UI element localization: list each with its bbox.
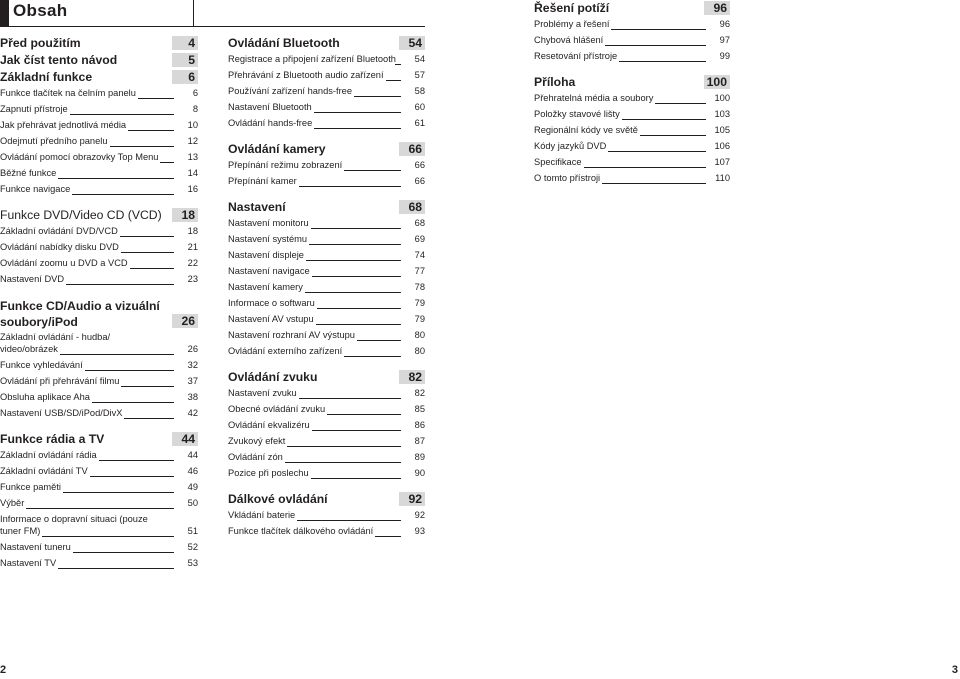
leader-line [314,128,401,129]
leader-line [354,96,401,97]
entry-title: Ovládání zoomu u DVD a VCD [0,258,128,268]
toc-entry[interactable] [0,150,198,166]
toc-entry[interactable] [534,17,730,33]
toc-section-heading[interactable] [228,369,425,386]
section-title: Ovládání kamery [228,142,326,156]
toc-section-heading[interactable] [228,35,425,52]
entry-page-number: 53 [187,558,198,568]
section-title: Ovládání zvuku [228,370,318,384]
entry-title: Výběr [0,498,25,508]
leader-line [327,414,401,415]
entry-title: Funkce paměti [0,482,61,492]
toc-entry[interactable] [228,280,425,296]
leader-line [386,80,401,81]
entry-title: Specifikace [534,157,582,167]
entry-page-number: 92 [414,510,425,520]
leader-line [124,418,174,419]
entry-page-number: 89 [414,452,425,462]
toc-entry[interactable] [0,512,198,540]
leader-line [160,162,174,163]
toc-entry[interactable] [228,264,425,280]
entry-title: Ovládání ekvalizéru [228,420,310,430]
toc-column-2 [228,35,425,540]
entry-page-number: 85 [414,404,425,414]
section-title: Před použitím [0,36,81,50]
entry-page-number: 58 [414,86,425,96]
section-title: Funkce DVD/Video CD (VCD) [0,208,162,222]
entry-page-number: 51 [187,526,198,536]
entry-title: Přehratelná média a soubory [534,93,654,103]
entry-page-number: 8 [192,104,198,114]
title-rule [193,26,425,27]
toc-entry[interactable] [0,134,198,150]
leader-line [99,460,174,461]
section-page-number: 82 [399,370,425,384]
entry-title: Nastavení Bluetooth [228,102,312,112]
entry-title: Nastavení systému [228,234,308,244]
section-title: Řešení potíží [534,1,610,15]
toc-entry[interactable] [228,296,425,312]
toc-entry[interactable] [228,52,425,68]
entry-title: Nastavení USB/SD/iPod/DivX [0,408,123,418]
entry-page-number: 54 [414,54,425,64]
leader-line [299,398,401,399]
toc-entry[interactable] [228,312,425,328]
entry-page-number: 10 [187,120,198,130]
entry-page-number: 107 [714,157,730,167]
entry-page-number: 66 [414,160,425,170]
entry-title: Obecné ovládání zvuku [228,404,326,414]
toc-entry[interactable] [0,224,198,240]
toc-entry[interactable] [534,139,730,155]
entry-title: Jak přehrávat jednotlivá média [0,120,127,130]
entry-page-number: 44 [187,450,198,460]
entry-page-number: 12 [187,136,198,146]
toc-section-heading[interactable] [0,69,198,86]
section-gap [534,65,730,74]
entry-page-number: 14 [187,168,198,178]
entry-title: Základní ovládání - hudba/ video/obrázek [0,332,111,354]
title-accent-bar [0,0,9,27]
section-page-number: 26 [172,314,198,328]
leader-line [611,29,706,30]
entry-title: Ovládání nabídky disku DVD [0,242,119,252]
leader-line [299,186,401,187]
leader-line [344,170,401,171]
entry-title: Nastavení tuneru [0,542,71,552]
entry-page-number: 106 [714,141,730,151]
section-title: Funkce rádia a TV [0,432,105,446]
toc-section-heading[interactable] [0,207,198,224]
entry-title: Nastavení TV [0,558,57,568]
leader-line [314,112,401,113]
leader-line [66,284,174,285]
section-gap [0,198,198,207]
entry-title: Nastavení AV vstupu [228,314,314,324]
toc-entry[interactable] [228,248,425,264]
leader-line [306,260,401,261]
entry-page-number: 77 [414,266,425,276]
toc-section-heading[interactable] [0,431,198,448]
entry-page-number: 68 [414,218,425,228]
entry-page-number: 86 [414,420,425,430]
toc-entry[interactable] [0,256,198,272]
leader-line [312,276,401,277]
section-title: Ovládání Bluetooth [228,36,340,50]
toc-entry[interactable] [0,330,198,358]
entry-page-number: 78 [414,282,425,292]
section-page-number: 18 [172,208,198,222]
toc-entry[interactable] [228,84,425,100]
entry-page-number: 110 [715,173,730,183]
leader-line [58,568,174,569]
toc-entry[interactable] [0,390,198,406]
entry-title: Obsluha aplikace Aha [0,392,90,402]
entry-title: Resetování přístroje [534,51,618,61]
toc-entry[interactable] [534,107,730,123]
leader-line [602,183,706,184]
leader-line [605,45,706,46]
toc-entry[interactable] [228,434,425,450]
entry-title: Nastavení navigace [228,266,310,276]
leader-line [110,146,174,147]
entry-page-number: 80 [414,346,425,356]
entry-title: Funkce vyhledávání [0,360,83,370]
toc-entry[interactable] [228,402,425,418]
leader-line [309,244,401,245]
section-page-number: 44 [172,432,198,446]
leader-line [317,308,401,309]
entry-title: Problémy a řešení [534,19,610,29]
entry-page-number: 90 [414,468,425,478]
toc-entry[interactable] [228,508,425,524]
leader-line [121,386,174,387]
section-title: Dálkové ovládání [228,492,328,506]
entry-page-number: 100 [714,93,730,103]
entry-page-number: 16 [187,184,198,194]
toc-entry[interactable] [0,240,198,256]
section-gap [228,190,425,199]
toc-entry[interactable] [228,418,425,434]
leader-line [26,508,174,509]
leader-line [70,114,174,115]
toc-entry[interactable] [0,272,198,288]
toc-entry[interactable] [0,374,198,390]
leader-line [90,476,174,477]
toc-entry[interactable] [228,386,425,402]
entry-title: Regionální kódy ve světě [534,125,638,135]
entry-page-number: 6 [192,88,198,98]
entry-title: Nastavení kamery [228,282,303,292]
leader-line [357,340,401,341]
page-number-left: 2 [0,664,7,676]
leader-line [297,520,401,521]
entry-title: Ovládání zón [228,452,283,462]
entry-title: Odejmutí předního panelu [0,136,108,146]
entry-page-number: 23 [187,274,198,284]
entry-page-number: 87 [414,436,425,446]
section-title: Funkce CD/Audio a vizuální soubory/iPod [0,299,160,329]
toc-entry[interactable] [0,464,198,480]
entry-title: Nastavení rozhraní AV výstupu [228,330,355,340]
leader-line [619,61,706,62]
toc-entry[interactable] [534,155,730,171]
leader-line [305,292,401,293]
leader-line [622,119,706,120]
leader-line [584,167,706,168]
leader-line [130,268,174,269]
toc-entry[interactable] [228,68,425,84]
toc-section-heading[interactable] [228,199,425,216]
entry-page-number: 37 [187,376,198,386]
entry-title: Vkládání baterie [228,510,296,520]
toc-entry[interactable] [228,450,425,466]
entry-title: Přepínání režimu zobrazení [228,160,343,170]
entry-title: Funkce tlačítek na čelním panelu [0,88,136,98]
entry-page-number: 21 [187,242,198,252]
toc-entry[interactable] [228,158,425,174]
leader-line [655,103,706,104]
toc-entry[interactable] [534,33,730,49]
toc-entry[interactable] [0,166,198,182]
toc-section-heading[interactable] [534,0,730,17]
section-title: Základní funkce [0,70,93,84]
leader-line [395,64,401,65]
entry-title: Ovládání při přehrávání filmu [0,376,120,386]
toc-entry[interactable] [0,540,198,556]
entry-page-number: 60 [414,102,425,112]
toc-entry[interactable] [228,100,425,116]
entry-title: Chybová hlášení [534,35,604,45]
section-gap [0,288,198,297]
entry-title: Funkce tlačítek dálkového ovládání [228,526,374,536]
entry-page-number: 99 [719,51,730,61]
toc-section-heading[interactable] [0,35,198,52]
toc-entry[interactable] [0,102,198,118]
entry-page-number: 97 [719,35,730,45]
entry-page-number: 38 [187,392,198,402]
leader-line [344,356,401,357]
leader-line [311,478,401,479]
leader-line [312,430,401,431]
leader-line [138,98,174,99]
toc-entry[interactable] [0,406,198,422]
toc-entry[interactable] [228,216,425,232]
section-page-number: 4 [172,36,198,50]
entry-page-number: 42 [187,408,198,418]
leader-line [58,178,174,179]
toc-entry[interactable] [228,344,425,360]
entry-title: Registrace a připojení zařízení Bluetooth [228,54,396,64]
entry-page-number: 13 [187,152,198,162]
section-title: Jak číst tento návod [0,53,118,67]
page-number-right: 3 [951,664,958,676]
toc-entry[interactable] [0,448,198,464]
toc-entry[interactable] [228,466,425,482]
entry-page-number: 69 [414,234,425,244]
entry-title: Ovládání externího zařízení [228,346,343,356]
entry-title: Základní ovládání TV [0,466,88,476]
page-title: Obsah [13,1,68,20]
entry-title: O tomto přístroji [534,173,601,183]
leader-line [375,536,401,537]
leader-line [72,194,174,195]
section-title: Příloha [534,75,576,89]
section-page-number: 68 [399,200,425,214]
toc-column-3 [534,0,730,187]
entry-title: Pozice při poslechu [228,468,309,478]
entry-page-number: 61 [414,118,425,128]
section-title: Nastavení [228,200,286,214]
leader-line [311,228,401,229]
section-page-number: 66 [399,142,425,156]
toc-section-heading[interactable] [228,491,425,508]
leader-line [287,446,401,447]
entry-title: Používání zařízení hands-free [228,86,353,96]
leader-line [85,370,174,371]
entry-page-number: 79 [414,298,425,308]
leader-line [640,135,706,136]
entry-title: Základní ovládání rádia [0,450,97,460]
entry-title: Přepínání kamer [228,176,297,186]
toc-entry[interactable] [534,91,730,107]
entry-title: Ovládání pomocí obrazovky Top Menu [0,152,159,162]
entry-page-number: 80 [414,330,425,340]
entry-page-number: 50 [187,498,198,508]
section-gap [228,482,425,491]
entry-page-number: 96 [719,19,730,29]
entry-title: Nastavení DVD [0,274,65,284]
entry-page-number: 66 [414,176,425,186]
entry-page-number: 57 [414,70,425,80]
entry-title: Nastavení displeje [228,250,304,260]
toc-entry[interactable] [534,171,730,187]
entry-title: Zapnutí přístroje [0,104,68,114]
entry-title: Přehrávání z Bluetooth audio zařízení [228,70,384,80]
entry-page-number: 93 [414,526,425,536]
entry-title: Nastavení monitoru [228,218,309,228]
section-page-number: 92 [399,492,425,506]
section-page-number: 100 [704,75,730,89]
section-gap [0,422,198,431]
entry-title: Zvukový efekt [228,436,286,446]
entry-page-number: 18 [187,226,198,236]
entry-page-number: 52 [187,542,198,552]
toc-entry[interactable] [534,49,730,65]
entry-page-number: 79 [414,314,425,324]
entry-page-number: 74 [414,250,425,260]
leader-line [92,402,174,403]
entry-page-number: 32 [187,360,198,370]
entry-page-number: 22 [187,258,198,268]
entry-title: Funkce navigace [0,184,71,194]
section-page-number: 96 [704,1,730,15]
leader-line [316,324,401,325]
toc-entry[interactable] [0,358,198,374]
leader-line [73,552,174,553]
entry-title: Položky stavové lišty [534,109,620,119]
toc-section-heading[interactable] [0,297,198,330]
entry-title: Běžné funkce [0,168,57,178]
toc-section-heading[interactable] [534,74,730,91]
section-gap [228,132,425,141]
toc-column-1 [0,35,198,572]
toc-entry[interactable] [0,182,198,198]
section-gap [228,360,425,369]
entry-page-number: 103 [714,109,730,119]
section-page-number: 5 [172,53,198,67]
entry-page-number: 26 [187,344,198,354]
toc-entry[interactable] [228,524,425,540]
toc-entry[interactable] [228,174,425,190]
toc-section-heading[interactable] [0,52,198,69]
leader-line [120,236,174,237]
leader-line [285,462,401,463]
leader-line [63,492,174,493]
toc-entry[interactable] [228,116,425,132]
section-page-number: 6 [172,70,198,84]
entry-title: Nastavení zvuku [228,388,297,398]
toc-entry[interactable] [534,123,730,139]
leader-line [42,536,174,537]
toc-entry[interactable] [0,556,198,572]
toc-entry[interactable] [0,118,198,134]
toc-section-heading[interactable] [228,141,425,158]
section-page-number: 54 [399,36,425,50]
toc-entry[interactable] [228,232,425,248]
toc-entry[interactable] [0,480,198,496]
entry-page-number: 46 [187,466,198,476]
entry-title: Ovládání hands-free [228,118,313,128]
leader-line [608,151,706,152]
leader-line [60,354,174,355]
toc-entry[interactable] [228,328,425,344]
leader-line [128,130,174,131]
toc-entry[interactable] [0,496,198,512]
entry-page-number: 105 [714,125,730,135]
entry-title: Kódy jazyků DVD [534,141,607,151]
leader-line [121,252,174,253]
entry-title: Informace o softwaru [228,298,315,308]
entry-title: Základní ovládání DVD/VCD [0,226,118,236]
entry-title: Informace o dopravní situaci (pouze tuner FM) [0,514,148,536]
entry-page-number: 82 [414,388,425,398]
entry-page-number: 49 [187,482,198,492]
toc-entry[interactable] [0,86,198,102]
